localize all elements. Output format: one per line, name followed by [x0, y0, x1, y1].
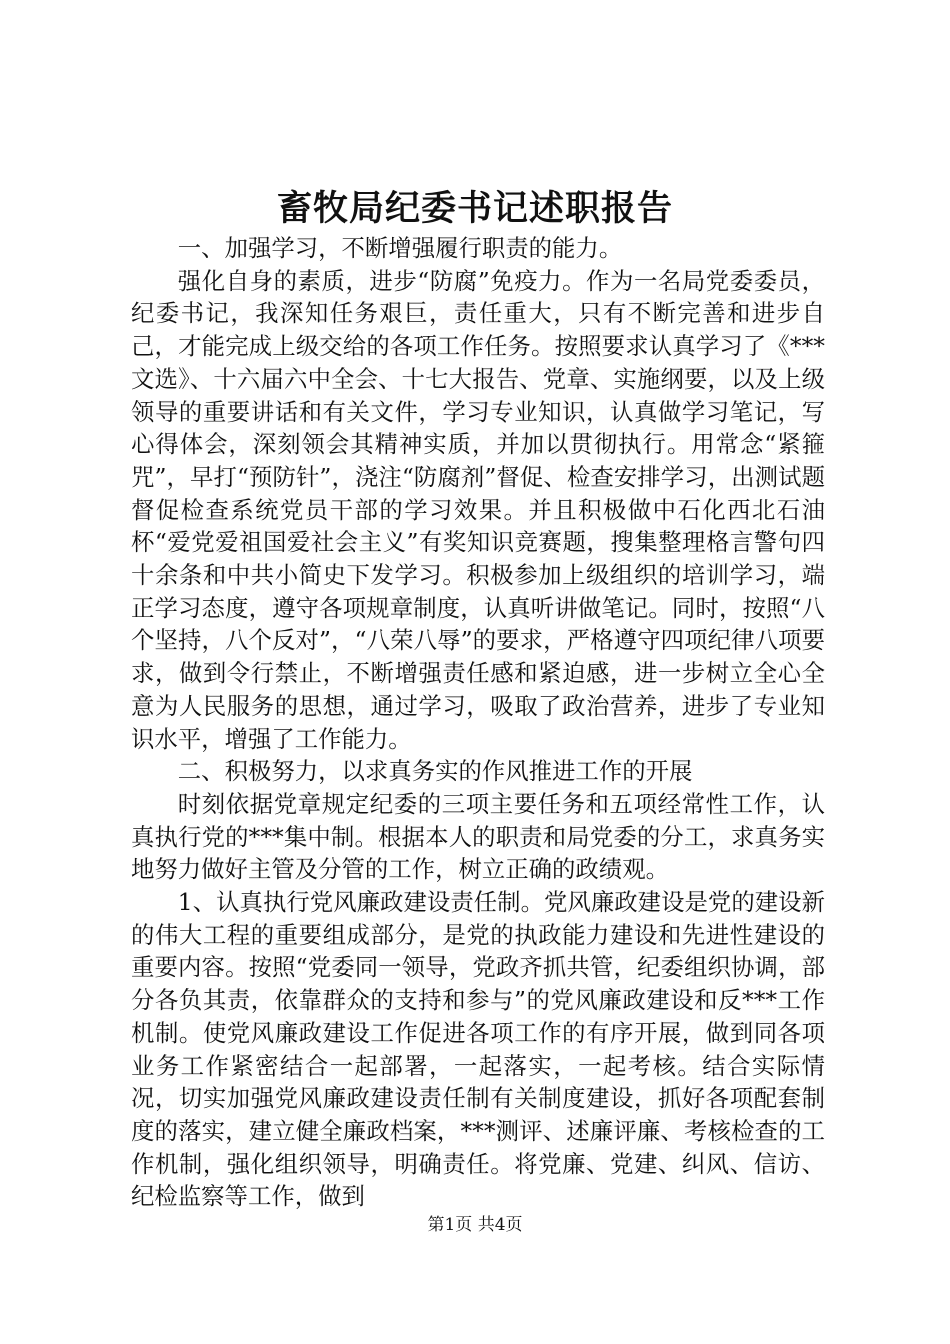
paragraph-3: 1、认真执行党风廉政建设责任制。党风廉政建设是党的建设新的伟大工程的重要组成部分，是党的执政能力建设和先进性建设的重要内容。按照“党委同一领导，党政齐抓共管，纪委组织协调，部分各负其责，依靠群众的支持和参与”的党风廉政建设和反***工作机制。使党风廉政建设工作促进各项工作的有序开展，做到同各项业务工作紧密结合一起部署，一起落实，一起考核。结合实际情况，切实加强党风廉政建设责任制有关制度建设，抓好各项配套制度的落实，建立健全廉政档案，***测评、述廉评廉、考核检查的工作机制，强化组织领导，明确责任。将党廉、党建、纠风、信访、纪检监察等工作，做到: [131, 888, 825, 1211]
document-body: [131, 232, 825, 1213]
section-heading-2: 二、积极努力，以求真务实的作风推进工作的开展: [177, 757, 693, 786]
page-footer: 第1页 共4页: [427, 1215, 523, 1235]
paragraph-1: 强化自身的素质，进步“防腐”免疫力。作为一名局党委委员，纪委书记，我深知任务艰巨，责任重大，只有不断完善和进步自己，才能完成上级交给的各项工作任务。按照要求认真学习了《***文选》、十六届六中全会、十七大报告、党章、实施纲要，以及上级领导的重要讲话和有关文件，学习专业知识，认真做学习笔记，写心得体会，深刻领会其精神实质，并加以贯彻执行。用常念“紧箍咒”，早打“预防针”，浇注“防腐剂”督促、检查安排学习，出测试题督促检查系统党员干部的学习效果。并且积极做中石化西北石油杯“爱党爱祖国爱社会主义”有奖知识竞赛题，搜集整理格言警句四十余条和中共小简史下发学习。积极参加上级组织的培训学习，端正学习态度，遵守各项规章制度，认真听讲做笔记。同时，按照“八个坚持，八个反对”，“八荣八辱”的要求，严格遵守四项纪律八项要求，做到令行禁止，不断增强责任感和紧迫感，进一步树立全心全意为人民服务的思想，通过学习，吸取了政治营养，进步了专业知识水平，增强了工作能力。: [131, 266, 825, 753]
paragraph-2: 时刻依据党章规定纪委的三项主要任务和五项经常性工作，认真执行党的***集中制。根据本人的职责和局党委的分工，求真务实地努力做好主管及分管的工作，树立正确的政绩观。: [131, 789, 825, 884]
section-heading-1: 一、加强学习，不断增强履行职责的能力。: [177, 234, 623, 262]
document-title: 畜牧局纪委书记述职报告: [276, 188, 673, 229]
